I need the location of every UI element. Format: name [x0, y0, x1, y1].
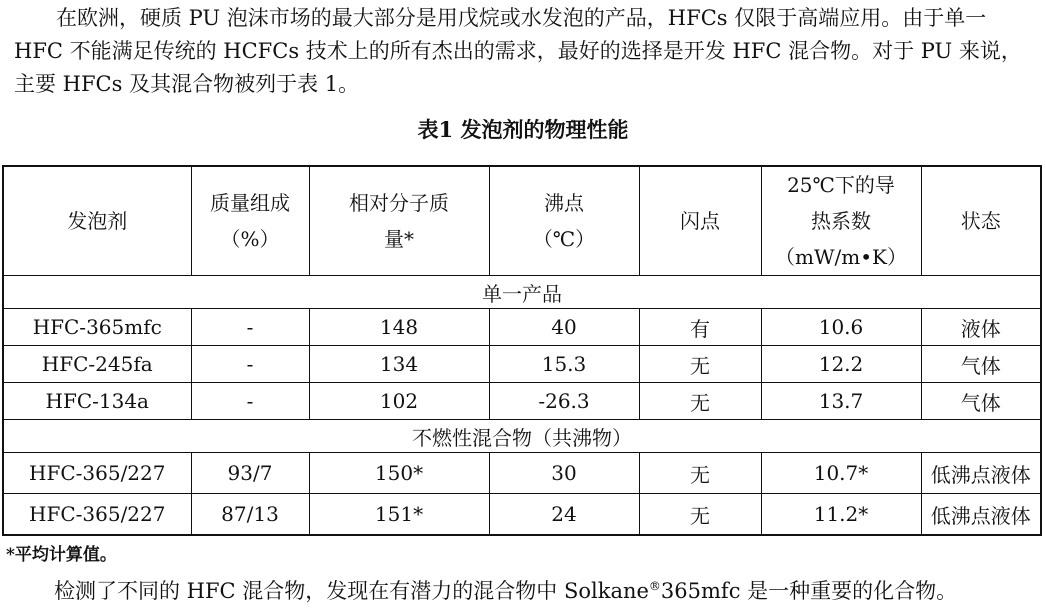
table-cell: 24 [489, 494, 639, 536]
table-cell: HFC-365/227 [3, 494, 191, 536]
table-cell: 无 [639, 453, 761, 494]
table-header-row [3, 166, 1041, 276]
table-cell: 11.2* [761, 494, 921, 536]
closing-text-after: 365mfc 是一种重要的化合物。 [660, 579, 958, 603]
table-cell: 87/13 [191, 494, 309, 536]
table-cell: 10.6 [761, 309, 921, 346]
table-cell: 无 [639, 494, 761, 536]
table-cell: HFC-245fa [3, 346, 191, 383]
group-row [3, 420, 1041, 453]
footnote: *平均计算值。 [6, 545, 117, 565]
table-cell: - [191, 346, 309, 383]
table-cell: 13.7 [761, 383, 921, 420]
table-row [3, 383, 1041, 420]
table-cell: 15.3 [489, 346, 639, 383]
column-header: 沸点 （℃） [489, 166, 639, 276]
table-cell: - [191, 309, 309, 346]
column-header: 质量组成 （%） [191, 166, 309, 276]
intro-line: 主要 HFCs 及其混合物被列于表 1。 [14, 72, 360, 96]
table-cell: 102 [309, 383, 489, 420]
group-row [3, 276, 1041, 309]
intro-line: HFC 不能满足传统的 HCFCs 技术上的所有杰出的需求，最好的选择是开发 HFC 混合物。对于 PU 来说， [14, 39, 1022, 63]
table-row [3, 453, 1041, 494]
table-cell: 液体 [921, 309, 1041, 346]
table-cell: 12.2 [761, 346, 921, 383]
table-cell: 有 [639, 309, 761, 346]
column-header: 相对分子质 量* [309, 166, 489, 276]
table-cell: 148 [309, 309, 489, 346]
registered-mark: ® [648, 579, 661, 593]
table-cell: 无 [639, 346, 761, 383]
table-cell: 134 [309, 346, 489, 383]
table-cell: 93/7 [191, 453, 309, 494]
table-cell: 30 [489, 453, 639, 494]
column-header: 25℃下的导 热系数 （mW/m•K） [761, 166, 921, 276]
intro-paragraph [14, 2, 1032, 101]
table-cell: 低沸点液体 [921, 494, 1041, 536]
intro-line: 在欧洲，硬质 PU 泡沫市场的最大部分是用戊烷或水发泡的产品，HFCs 仅限于高端应用。由于单一 [56, 6, 987, 30]
table-row [3, 309, 1041, 346]
table-cell: 40 [489, 309, 639, 346]
table-row [3, 346, 1041, 383]
table-cell: 低沸点液体 [921, 453, 1041, 494]
table-cell: HFC-134a [3, 383, 191, 420]
table-cell: - [191, 383, 309, 420]
properties-table [2, 165, 1042, 536]
table-row [3, 494, 1041, 536]
closing-text-before: 检测了不同的 HFC 混合物，发现在有潜力的混合物中 Solkane [54, 579, 649, 603]
table-caption: 表1 发泡剂的物理性能 [417, 117, 629, 142]
column-header: 状态 [921, 166, 1041, 276]
column-header: 闪点 [639, 166, 761, 276]
group-label: 单一产品 [3, 276, 1041, 309]
table-cell: 151* [309, 494, 489, 536]
column-header: 发泡剂 [3, 166, 191, 276]
table-cell: 气体 [921, 383, 1041, 420]
table-cell: -26.3 [489, 383, 639, 420]
table-cell: HFC-365mfc [3, 309, 191, 346]
closing-paragraph [54, 570, 1044, 608]
table-cell: 150* [309, 453, 489, 494]
group-label: 不燃性混合物（共沸物） [3, 420, 1041, 453]
table-cell: 气体 [921, 346, 1041, 383]
table-cell: 无 [639, 383, 761, 420]
table-cell: HFC-365/227 [3, 453, 191, 494]
table-cell: 10.7* [761, 453, 921, 494]
